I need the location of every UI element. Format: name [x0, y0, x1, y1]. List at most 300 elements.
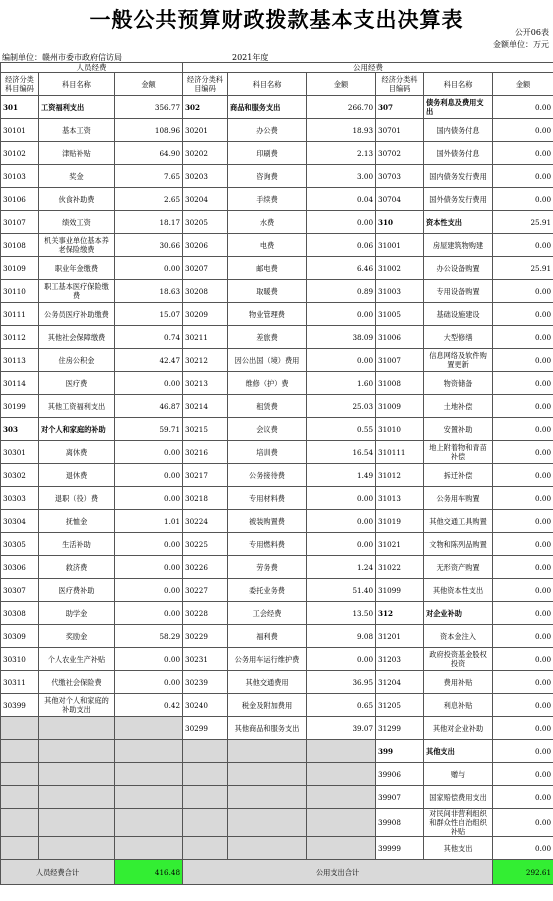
- item-name-cell: [39, 837, 115, 860]
- item-name-cell: 机关事业单位基本养老保险缴费: [39, 234, 115, 257]
- amount-cell: 0.00: [493, 602, 553, 625]
- table-row: [1, 671, 553, 694]
- item-name-cell: 税金及附加费用: [228, 694, 307, 717]
- item-name-cell: 无形资产购置: [424, 556, 493, 579]
- amount-cell: 0.00: [493, 372, 553, 395]
- amount-cell: 0.00: [493, 349, 553, 372]
- code-cell: 31205: [376, 694, 424, 717]
- amount-cell: 0.00: [493, 487, 553, 510]
- code-cell: 31203: [376, 648, 424, 671]
- item-name-cell: 劳务费: [228, 556, 307, 579]
- item-name-cell: 奖励金: [39, 625, 115, 648]
- table-row: [1, 441, 553, 464]
- amount-cell: 0.00: [493, 837, 553, 860]
- item-name-cell: 职工基本医疗保险缴费: [39, 280, 115, 303]
- code-cell: 30305: [1, 533, 39, 556]
- code-cell: 31007: [376, 349, 424, 372]
- item-name-cell: 大型修缮: [424, 326, 493, 349]
- code-cell: 303: [1, 418, 39, 441]
- amount-cell: 6.46: [307, 257, 376, 280]
- item-name-cell: 公务接待费: [228, 464, 307, 487]
- item-name-cell: 其他商品和服务支出: [228, 717, 307, 740]
- item-name-cell: 差旅费: [228, 326, 307, 349]
- amount-cell: 0.00: [493, 809, 553, 837]
- item-name-cell: 赠与: [424, 763, 493, 786]
- code-cell: 31099: [376, 579, 424, 602]
- code-cell: 30101: [1, 119, 39, 142]
- code-cell: 30240: [183, 694, 228, 717]
- item-name-cell: 专用材料费: [228, 487, 307, 510]
- item-name-cell: 抚恤金: [39, 510, 115, 533]
- amount-cell: 0.00: [493, 119, 553, 142]
- code-cell: 30201: [183, 119, 228, 142]
- table-row: [1, 395, 553, 418]
- item-name-cell: [228, 837, 307, 860]
- organization: 编制单位：赣州市委市政府信访局: [2, 53, 122, 62]
- expenditure-table: [0, 62, 553, 885]
- table-row: [1, 809, 553, 837]
- item-name-cell: 离休费: [39, 441, 115, 464]
- table-row: [1, 602, 553, 625]
- item-name-cell: 物业管理费: [228, 303, 307, 326]
- code-cell: 30217: [183, 464, 228, 487]
- table-row: [1, 648, 553, 671]
- col-code-header: 经济分类科目编码: [376, 73, 424, 96]
- amount-cell: 0.00: [493, 165, 553, 188]
- amount-cell: [115, 809, 183, 837]
- amount-cell: 13.50: [307, 602, 376, 625]
- item-name-cell: 救济费: [39, 556, 115, 579]
- table-row: [1, 280, 553, 303]
- code-cell: 310: [376, 211, 424, 234]
- amount-cell: 46.87: [115, 395, 183, 418]
- table-row: [1, 142, 553, 165]
- code-cell: 30211: [183, 326, 228, 349]
- code-cell: 30309: [1, 625, 39, 648]
- code-cell: 31012: [376, 464, 424, 487]
- table-row: [1, 165, 553, 188]
- amount-cell: 0.00: [493, 533, 553, 556]
- amount-cell: 108.96: [115, 119, 183, 142]
- item-name-cell: 对民间非营利组织和群众性自治组织补贴: [424, 809, 493, 837]
- code-cell: 30216: [183, 441, 228, 464]
- item-name-cell: 培训费: [228, 441, 307, 464]
- amount-cell: 0.00: [115, 602, 183, 625]
- item-name-cell: 医疗费补助: [39, 579, 115, 602]
- item-name-cell: [228, 763, 307, 786]
- item-name-cell: 工会经费: [228, 602, 307, 625]
- amount-cell: 0.00: [493, 694, 553, 717]
- amount-cell: 0.00: [493, 625, 553, 648]
- code-cell: 30110: [1, 280, 39, 303]
- item-name-cell: [39, 763, 115, 786]
- amount-cell: 0.00: [493, 441, 553, 464]
- amount-cell: 0.00: [115, 671, 183, 694]
- code-cell: 31009: [376, 395, 424, 418]
- code-cell: 30303: [1, 487, 39, 510]
- amount-cell: 18.63: [115, 280, 183, 303]
- code-cell: [183, 763, 228, 786]
- amount-cell: 0.00: [115, 533, 183, 556]
- code-cell: 30215: [183, 418, 228, 441]
- amount-cell: 38.09: [307, 326, 376, 349]
- code-cell: 30399: [1, 694, 39, 717]
- amount-cell: 0.00: [493, 556, 553, 579]
- code-cell: 30204: [183, 188, 228, 211]
- item-name-cell: 会议费: [228, 418, 307, 441]
- item-name-cell: 助学金: [39, 602, 115, 625]
- item-name-cell: 印刷费: [228, 142, 307, 165]
- amount-cell: 0.00: [307, 533, 376, 556]
- item-name-cell: 办公设备购置: [424, 257, 493, 280]
- amount-cell: [307, 740, 376, 763]
- amount-cell: 0.00: [493, 418, 553, 441]
- amount-cell: 25.91: [493, 211, 553, 234]
- code-cell: [1, 740, 39, 763]
- item-name-cell: 退休费: [39, 464, 115, 487]
- item-name-cell: 国外债务发行费用: [424, 188, 493, 211]
- item-name-cell: 国家赔偿费用支出: [424, 786, 493, 809]
- table-row: [1, 510, 553, 533]
- amount-cell: 7.65: [115, 165, 183, 188]
- amount-cell: 0.00: [493, 395, 553, 418]
- amount-cell: 2.65: [115, 188, 183, 211]
- item-name-cell: 费用补贴: [424, 671, 493, 694]
- amount-cell: 1.24: [307, 556, 376, 579]
- amount-cell: 36.95: [307, 671, 376, 694]
- report-title: 一般公共预算财政拨款基本支出决算表: [89, 7, 464, 32]
- item-name-cell: 工资福利支出: [39, 96, 115, 119]
- table-row: [1, 533, 553, 556]
- code-cell: 30218: [183, 487, 228, 510]
- code-cell: 31204: [376, 671, 424, 694]
- table-row: [1, 487, 553, 510]
- col-name-header: 科目名称: [424, 73, 493, 96]
- code-cell: 30304: [1, 510, 39, 533]
- code-cell: 30214: [183, 395, 228, 418]
- code-cell: 30701: [376, 119, 424, 142]
- table-row: [1, 257, 553, 280]
- code-cell: 30306: [1, 556, 39, 579]
- code-cell: 301: [1, 96, 39, 119]
- code-cell: 312: [376, 602, 424, 625]
- table-row: [1, 464, 553, 487]
- item-name-cell: 国内债务付息: [424, 119, 493, 142]
- code-cell: 30703: [376, 165, 424, 188]
- amount-cell: [115, 763, 183, 786]
- amount-unit: 金额单位：万元: [493, 40, 549, 49]
- code-cell: [1, 763, 39, 786]
- amount-cell: 39.07: [307, 717, 376, 740]
- amount-cell: 0.00: [115, 464, 183, 487]
- amount-cell: 0.00: [493, 717, 553, 740]
- item-name-cell: 其他支出: [424, 740, 493, 763]
- code-cell: 31019: [376, 510, 424, 533]
- code-cell: 31008: [376, 372, 424, 395]
- amount-cell: 0.00: [493, 142, 553, 165]
- item-name-cell: 基础设施建设: [424, 303, 493, 326]
- code-cell: 31010: [376, 418, 424, 441]
- item-name-cell: 资本性支出: [424, 211, 493, 234]
- table-row: [1, 625, 553, 648]
- table-row: [1, 694, 553, 717]
- item-name-cell: [39, 740, 115, 763]
- code-cell: 30299: [183, 717, 228, 740]
- amount-cell: [307, 837, 376, 860]
- item-name-cell: 个人农业生产补贴: [39, 648, 115, 671]
- item-name-cell: 咨询费: [228, 165, 307, 188]
- code-cell: 30226: [183, 556, 228, 579]
- amount-cell: 1.01: [115, 510, 183, 533]
- code-cell: 30207: [183, 257, 228, 280]
- code-cell: 30213: [183, 372, 228, 395]
- amount-cell: 0.04: [307, 188, 376, 211]
- code-cell: 30112: [1, 326, 39, 349]
- item-name-cell: 债务利息及费用支出: [424, 96, 493, 119]
- amount-cell: 42.47: [115, 349, 183, 372]
- col-amount-header: 金额: [307, 73, 376, 96]
- code-cell: 30239: [183, 671, 228, 694]
- amount-cell: 0.00: [493, 786, 553, 809]
- amount-cell: 0.00: [493, 188, 553, 211]
- code-cell: 30108: [1, 234, 39, 257]
- code-cell: 39906: [376, 763, 424, 786]
- code-cell: 30307: [1, 579, 39, 602]
- item-name-cell: 政府投资基金股权投资: [424, 648, 493, 671]
- table-row: [1, 211, 553, 234]
- code-cell: 30109: [1, 257, 39, 280]
- table-row: [1, 579, 553, 602]
- amount-cell: 0.00: [493, 648, 553, 671]
- amount-cell: [307, 763, 376, 786]
- amount-cell: 18.17: [115, 211, 183, 234]
- code-cell: 31299: [376, 717, 424, 740]
- amount-cell: 0.00: [493, 464, 553, 487]
- item-name-cell: 土地补偿: [424, 395, 493, 418]
- item-name-cell: 水费: [228, 211, 307, 234]
- item-name-cell: 对个人和家庭的补助: [39, 418, 115, 441]
- item-name-cell: 办公费: [228, 119, 307, 142]
- item-name-cell: 房屋建筑物购建: [424, 234, 493, 257]
- code-cell: 31022: [376, 556, 424, 579]
- amount-cell: 25.03: [307, 395, 376, 418]
- table-row: [1, 763, 553, 786]
- item-name-cell: 其他对企业补助: [424, 717, 493, 740]
- code-cell: 307: [376, 96, 424, 119]
- item-name-cell: [228, 809, 307, 837]
- amount-cell: 9.08: [307, 625, 376, 648]
- code-cell: 30224: [183, 510, 228, 533]
- personnel-total-value: 416.48: [115, 860, 183, 885]
- code-cell: 30231: [183, 648, 228, 671]
- table-row: [1, 372, 553, 395]
- amount-cell: 16.54: [307, 441, 376, 464]
- code-cell: 30302: [1, 464, 39, 487]
- item-name-cell: 代缴社会保险费: [39, 671, 115, 694]
- item-name-cell: 公务员医疗补助缴费: [39, 303, 115, 326]
- group-personnel-header: 人员经费: [1, 63, 183, 73]
- table-row: [1, 717, 553, 740]
- amount-cell: 64.90: [115, 142, 183, 165]
- public-total-value: 292.61: [493, 860, 553, 885]
- item-name-cell: 物资储备: [424, 372, 493, 395]
- amount-cell: 0.00: [493, 234, 553, 257]
- amount-cell: 59.71: [115, 418, 183, 441]
- item-name-cell: 福利费: [228, 625, 307, 648]
- col-code-header: 经济分类科目编码: [183, 73, 228, 96]
- code-cell: 302: [183, 96, 228, 119]
- item-name-cell: 其他交通费用: [228, 671, 307, 694]
- code-cell: 30225: [183, 533, 228, 556]
- amount-cell: 0.00: [115, 257, 183, 280]
- code-cell: 30227: [183, 579, 228, 602]
- item-name-cell: 租赁费: [228, 395, 307, 418]
- amount-cell: 0.89: [307, 280, 376, 303]
- item-name-cell: 退职（役）费: [39, 487, 115, 510]
- code-cell: 31006: [376, 326, 424, 349]
- table-row: [1, 837, 553, 860]
- table-row: [1, 303, 553, 326]
- item-name-cell: 利息补贴: [424, 694, 493, 717]
- code-cell: 399: [376, 740, 424, 763]
- code-cell: [1, 837, 39, 860]
- table-row: [1, 740, 553, 763]
- item-name-cell: 电费: [228, 234, 307, 257]
- code-cell: [183, 740, 228, 763]
- item-name-cell: 手续费: [228, 188, 307, 211]
- code-cell: [1, 786, 39, 809]
- amount-cell: [307, 786, 376, 809]
- col-name-header: 科目名称: [228, 73, 307, 96]
- amount-cell: 0.00: [115, 487, 183, 510]
- table-row: [1, 786, 553, 809]
- item-name-cell: 商品和服务支出: [228, 96, 307, 119]
- amount-cell: 0.55: [307, 418, 376, 441]
- amount-cell: [115, 740, 183, 763]
- item-name-cell: 职业年金缴费: [39, 257, 115, 280]
- group-public-header: 公用经费: [183, 63, 553, 73]
- amount-cell: 51.40: [307, 579, 376, 602]
- amount-cell: 0.00: [307, 303, 376, 326]
- amount-cell: 0.00: [115, 441, 183, 464]
- item-name-cell: 其他支出: [424, 837, 493, 860]
- item-name-cell: 公务用车购置: [424, 487, 493, 510]
- table-row: [1, 234, 553, 257]
- amount-cell: 0.65: [307, 694, 376, 717]
- item-name-cell: 基本工资: [39, 119, 115, 142]
- personnel-total-label: 人员经费合计: [1, 860, 115, 885]
- item-name-cell: 其他对个人和家庭的补助支出: [39, 694, 115, 717]
- item-name-cell: 津贴补贴: [39, 142, 115, 165]
- code-cell: 31003: [376, 280, 424, 303]
- amount-cell: [307, 809, 376, 837]
- code-cell: 30106: [1, 188, 39, 211]
- item-name-cell: [228, 740, 307, 763]
- code-cell: 30308: [1, 602, 39, 625]
- amount-cell: 0.00: [493, 303, 553, 326]
- amount-cell: 0.00: [493, 740, 553, 763]
- code-cell: 30212: [183, 349, 228, 372]
- fiscal-year: 2021年度: [232, 53, 269, 62]
- item-name-cell: 医疗费: [39, 372, 115, 395]
- code-cell: 30310: [1, 648, 39, 671]
- item-name-cell: 住房公积金: [39, 349, 115, 372]
- item-name-cell: [39, 717, 115, 740]
- code-cell: 31005: [376, 303, 424, 326]
- col-amount-header: 金额: [115, 73, 183, 96]
- amount-cell: 1.49: [307, 464, 376, 487]
- table-row: [1, 326, 553, 349]
- item-name-cell: 专用设备购置: [424, 280, 493, 303]
- amount-cell: 58.29: [115, 625, 183, 648]
- table-row: [1, 418, 553, 441]
- code-cell: 30202: [183, 142, 228, 165]
- code-cell: 30113: [1, 349, 39, 372]
- code-cell: 31013: [376, 487, 424, 510]
- amount-cell: 0.42: [115, 694, 183, 717]
- amount-cell: 356.77: [115, 96, 183, 119]
- item-name-cell: [39, 786, 115, 809]
- amount-cell: 0.74: [115, 326, 183, 349]
- code-cell: [183, 809, 228, 837]
- item-name-cell: 专用燃料费: [228, 533, 307, 556]
- code-cell: [1, 809, 39, 837]
- amount-cell: 0.00: [307, 510, 376, 533]
- code-cell: 30209: [183, 303, 228, 326]
- amount-cell: 0.00: [307, 349, 376, 372]
- amount-cell: 0.00: [493, 763, 553, 786]
- item-name-cell: 国外债务付息: [424, 142, 493, 165]
- amount-cell: 18.93: [307, 119, 376, 142]
- code-cell: 30208: [183, 280, 228, 303]
- amount-cell: 0.06: [307, 234, 376, 257]
- code-cell: 30702: [376, 142, 424, 165]
- code-cell: [183, 837, 228, 860]
- amount-cell: 0.00: [115, 556, 183, 579]
- code-cell: 30704: [376, 188, 424, 211]
- item-name-cell: 其他交通工具购置: [424, 510, 493, 533]
- item-name-cell: 因公出国（境）费用: [228, 349, 307, 372]
- amount-cell: 0.00: [115, 648, 183, 671]
- item-name-cell: 信息网络及软件购置更新: [424, 349, 493, 372]
- item-name-cell: 安置补助: [424, 418, 493, 441]
- code-cell: 30107: [1, 211, 39, 234]
- item-name-cell: 国内债务发行费用: [424, 165, 493, 188]
- public-total-label: 公用支出合计: [183, 860, 493, 885]
- item-name-cell: 地上附着物和青苗补偿: [424, 441, 493, 464]
- amount-cell: 0.00: [493, 96, 553, 119]
- item-name-cell: 公务用车运行维护费: [228, 648, 307, 671]
- code-cell: 30199: [1, 395, 39, 418]
- amount-cell: 2.13: [307, 142, 376, 165]
- amount-cell: 266.70: [307, 96, 376, 119]
- table-row: [1, 188, 553, 211]
- code-cell: 31201: [376, 625, 424, 648]
- amount-cell: 1.60: [307, 372, 376, 395]
- item-name-cell: 资本金注入: [424, 625, 493, 648]
- table-row: [1, 556, 553, 579]
- code-cell: 30311: [1, 671, 39, 694]
- item-name-cell: 维修（护）费: [228, 372, 307, 395]
- table-row: [1, 349, 553, 372]
- col-amount-header: 金额: [493, 73, 553, 96]
- amount-cell: 15.07: [115, 303, 183, 326]
- code-cell: 30206: [183, 234, 228, 257]
- amount-cell: 0.00: [115, 372, 183, 395]
- table-row: [1, 96, 553, 119]
- code-cell: 30229: [183, 625, 228, 648]
- code-cell: 30111: [1, 303, 39, 326]
